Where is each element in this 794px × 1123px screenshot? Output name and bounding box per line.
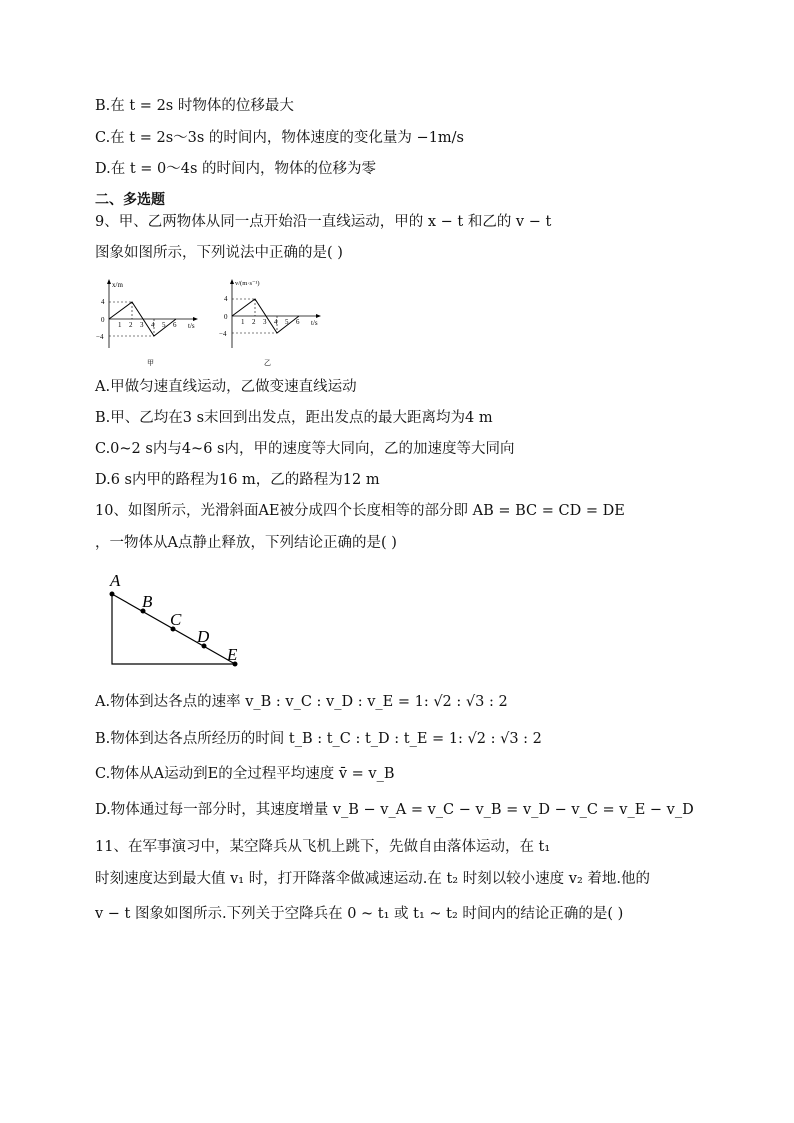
jia-caption: 甲 xyxy=(147,359,154,367)
q9-figure-jia xyxy=(95,276,200,368)
q9-option-b: B.甲、乙均在3 s末回到出发点，距出发点的最大距离均为4 m xyxy=(95,410,493,426)
point-a-label: A xyxy=(110,571,121,590)
q8-option-c: C.在 t = 2s～3s 的时间内，物体速度的变化量为 −1m/s xyxy=(95,130,464,146)
jia-x-arrow xyxy=(193,317,198,321)
jia-y-arrow xyxy=(107,279,111,284)
point-e-label: E xyxy=(227,645,238,664)
yi-y-arrow xyxy=(230,279,234,284)
jia-y-label: x/m xyxy=(112,281,123,289)
jia-x-tick: 2 xyxy=(129,321,133,329)
jia-y-tick: 4 xyxy=(101,298,105,306)
q11-stem-line2: 时刻速度达到最大值 v₁ 时，打开降落伞做减速运动.在 t₂ 时刻以较小速度 v₂ 着地.他的 xyxy=(95,871,651,887)
yi-y-tick: 0 xyxy=(224,313,228,321)
q10-stem-line1: 10、如图所示，光滑斜面AE被分成四个长度相等的部分即 AB = BC = CD = DE xyxy=(95,503,625,519)
q10-option-b: B.物体到达各点所经历的时间 t_B : t_C : t_D : t_E = 1: √2 : √3 : 2 xyxy=(95,731,542,747)
q9-stem-line2: 图象如图所示，下列说法中正确的是( ) xyxy=(95,245,343,261)
yi-x-tick: 6 xyxy=(296,318,300,326)
yi-caption: 乙 xyxy=(264,359,271,367)
point-b-label: B xyxy=(142,592,153,611)
yi-x-tick: 4 xyxy=(274,318,278,326)
jia-x-tick: 1 xyxy=(118,321,122,329)
jia-x-tick: 6 xyxy=(173,321,177,329)
yi-x-tick: 5 xyxy=(285,318,289,326)
q9-figure-yi xyxy=(218,276,333,368)
q10-option-d: D.物体通过每一部分时，其速度增量 v_B − v_A = v_C − v_B = v_D − v_C = v_E − v_D xyxy=(95,802,694,818)
section-title: 二、多选题 xyxy=(95,192,165,208)
q10-stem-line2: ，一物体从A点静止释放，下列结论正确的是( ) xyxy=(95,535,397,551)
q9-option-a: A.甲做匀速直线运动，乙做变速直线运动 xyxy=(95,379,357,395)
jia-x-tick: 4 xyxy=(151,321,155,329)
yi-x-label: t/s xyxy=(311,319,318,327)
jia-y-tick: 0 xyxy=(101,316,105,324)
yi-x-tick: 2 xyxy=(252,318,256,326)
yi-x-tick: 3 xyxy=(263,318,267,326)
q11-stem-line3: v − t 图象如图所示.下列关于空降兵在 0 ~ t₁ 或 t₁ ~ t₂ 时间内的结论正确的是( ) xyxy=(95,906,624,922)
jia-x-tick: 3 xyxy=(140,321,144,329)
jia-x-label: t/s xyxy=(188,322,195,330)
q9-stem-line1: 9、甲、乙两物体从同一点开始沿一直线运动，甲的 x − t 和乙的 v − t xyxy=(95,214,552,230)
yi-x-arrow xyxy=(316,314,321,318)
q11-stem-line1: 11、在军事演习中，某空降兵从飞机上跳下，先做自由落体运动，在 t₁ xyxy=(95,839,551,855)
yi-y-tick: 4 xyxy=(224,295,228,303)
q10-option-a: A.物体到达各点的速率 v_B : v_C : v_D : v_E = 1: √2 : √3 : 2 xyxy=(95,694,508,710)
q9-option-d: D.6 s内甲的路程为16 m，乙的路程为12 m xyxy=(95,472,380,488)
yi-y-label: v/(m·s⁻¹) xyxy=(235,280,260,287)
point-d-label: D xyxy=(197,627,210,646)
q8-option-d: D.在 t = 0～4s 的时间内，物体的位移为零 xyxy=(95,161,377,177)
q10-option-c: C.物体从A运动到E的全过程平均速度 v̄ = v_B xyxy=(95,766,395,782)
q10-incline-figure xyxy=(100,566,260,676)
q8-option-b: B.在 t = 2s 时物体的位移最大 xyxy=(95,98,294,114)
point-a-dot xyxy=(110,592,115,597)
point-c-label: C xyxy=(170,610,182,629)
jia-y-tick: −4 xyxy=(96,333,104,341)
q9-option-c: C.0~2 s内与4~6 s内，甲的速度等大同向，乙的加速度等大同向 xyxy=(95,441,515,457)
jia-x-tick: 5 xyxy=(162,321,166,329)
yi-y-tick: −4 xyxy=(219,330,227,338)
yi-x-tick: 1 xyxy=(241,318,245,326)
